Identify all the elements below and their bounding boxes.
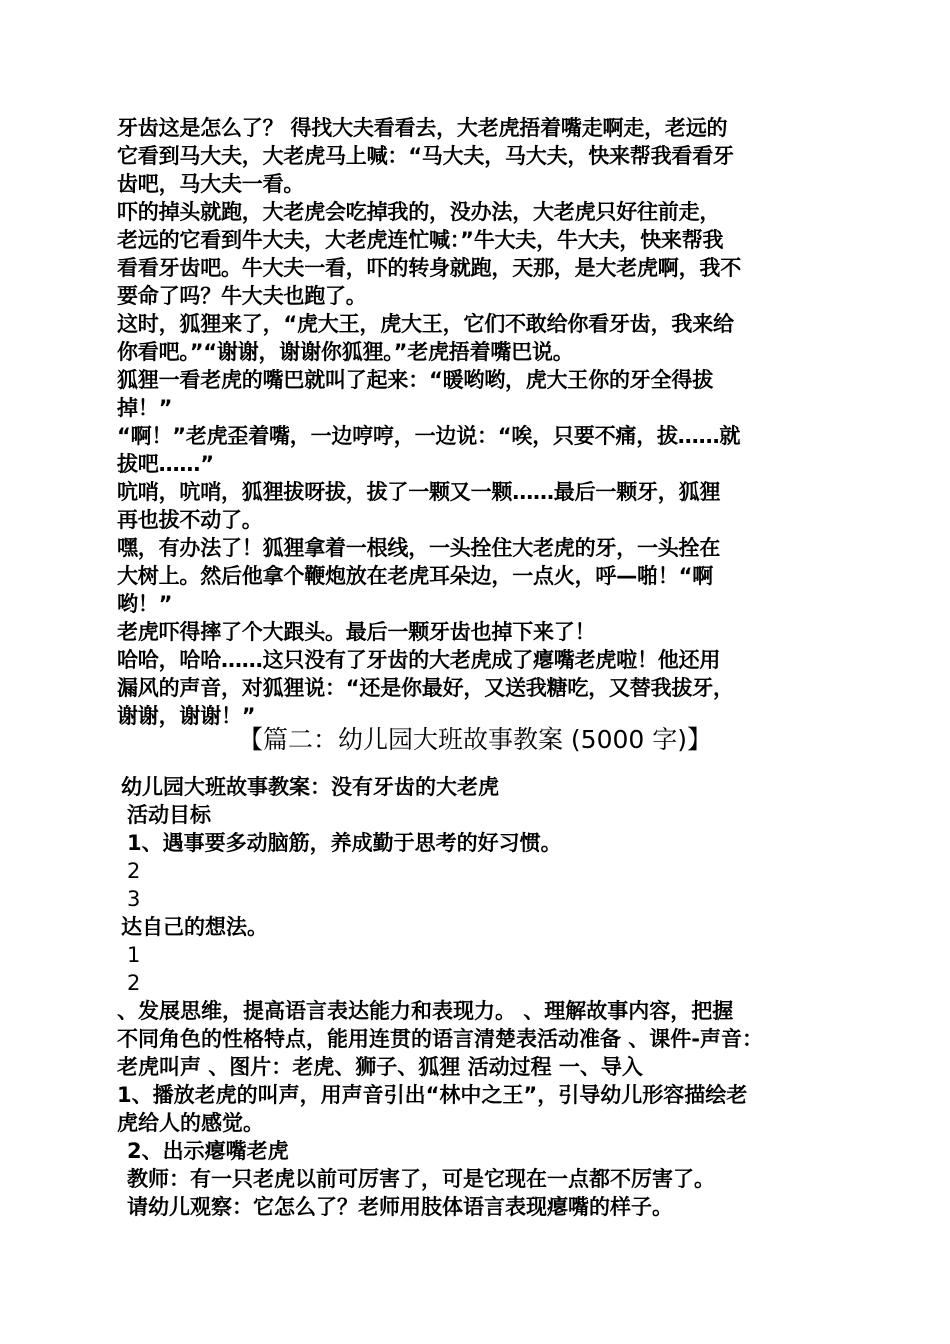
story-line: 吭哨，吭哨，狐狸拔呀拔，拔了一颗又一颗……最后一颗牙，狐狸: [117, 480, 721, 504]
section-heading: 【篇二：幼儿园大班故事教案 (5000 字)】: [237, 725, 713, 754]
goal-number: 2: [127, 859, 141, 883]
goal-heading: 活动目标: [127, 803, 211, 827]
plan-paragraph-line: 不同角色的性格特点，能用连贯的语言清楚表活动准备 、课件-声音：: [117, 1027, 764, 1051]
story-line: 谢谢，谢谢！”: [117, 704, 256, 728]
plan-paragraph-line: 1、播放老虎的叫声，用声音引出“林中之王”，引导幼儿形容描绘老: [117, 1083, 748, 1107]
goal-text: 达自己的想法。: [121, 915, 268, 939]
step-heading: 2、出示瘪嘴老虎: [127, 1139, 289, 1163]
observe-text: 请幼儿观察：它怎么了？老师用肢体语言表现瘪嘴的样子。: [127, 1195, 673, 1219]
story-line: 狐狸一看老虎的嘴巴就叫了起来：“暖哟哟，虎大王你的牙全得拔: [117, 368, 713, 392]
story-line: 这时，狐狸来了，“虎大王，虎大王，它们不敢给你看牙齿，我来给: [117, 312, 734, 336]
goal-number: 1: [127, 943, 141, 967]
story-line: 拔吧……”: [117, 452, 214, 476]
story-line: 哈哈，哈哈……这只没有了牙齿的大老虎成了瘪嘴老虎啦！他还用: [117, 648, 721, 672]
story-line: 漏风的声音，对狐狸说：“还是你最好，又送我糖吃，又替我拔牙，: [117, 676, 734, 700]
story-line: 老虎吓得摔了个大跟头。最后一颗牙齿也掉下来了！: [117, 620, 596, 644]
plan-title: 幼儿园大班故事教案：没有牙齿的大老虎: [121, 775, 499, 799]
lesson-plan: [117, 773, 835, 1221]
story-text: [117, 114, 835, 730]
story-line: 你看吧。”“谢谢，谢谢你狐狸。”老虎捂着嘴巴说。: [117, 340, 574, 364]
story-line: 老远的它看到牛大夫，大老虎连忙喊：”牛大夫，牛大夫，快来帮我: [117, 228, 724, 252]
story-line: 嘿，有办法了！狐狸拿着一根线，一头拴住大老虎的牙，一头拴在: [117, 536, 721, 560]
story-line: 齿吧，马大夫一看。: [117, 172, 305, 196]
teacher-text: 教师：有一只老虎以前可厉害了，可是它现在一点都不厉害了。: [127, 1167, 715, 1191]
story-line: 要命了吗？牛大夫也跑了。: [117, 284, 367, 308]
story-line: 再也拔不动了。: [117, 508, 263, 532]
goal-number: 3: [127, 887, 141, 911]
goal-item: 1、遇事要多动脑筋，养成勤于思考的好习惯。: [127, 831, 562, 855]
plan-paragraph-line: 、发展思维，提高语言表达能力和表现力。 、理解故事内容，把握: [117, 999, 734, 1023]
story-line: 哟！”: [117, 592, 173, 616]
plan-paragraph-line: 虎给人的感觉。: [117, 1111, 264, 1135]
story-line: 掉！”: [117, 396, 173, 420]
story-line: 大树上。然后他拿个鞭炮放在老虎耳朵边，一点火，呼—啪！“啊: [117, 564, 713, 588]
story-line: 吓的掉头就跑，大老虎会吃掉我的，没办法，大老虎只好往前走，: [117, 200, 721, 224]
story-line: 看看牙齿吧。牛大夫一看，吓的转身就跑，天那，是大老虎啊，我不: [117, 256, 741, 280]
plan-paragraph-line: 老虎叫声 、图片：老虎、狮子、狐狸 活动过程 一、导入: [117, 1055, 643, 1079]
goal-number: 2: [127, 971, 141, 995]
story-line: “啊！”老虎歪着嘴，一边哼哼，一边说：“唉，只要不痛，拔……就: [117, 424, 741, 448]
story-line: 它看到马大夫，大老虎马上喊：“马大夫，马大夫，快来帮我看看牙: [117, 144, 734, 168]
story-line: 牙齿这是怎么了？ 得找大夫看看去，大老虎捂着嘴走啊走，老远的: [117, 116, 728, 140]
